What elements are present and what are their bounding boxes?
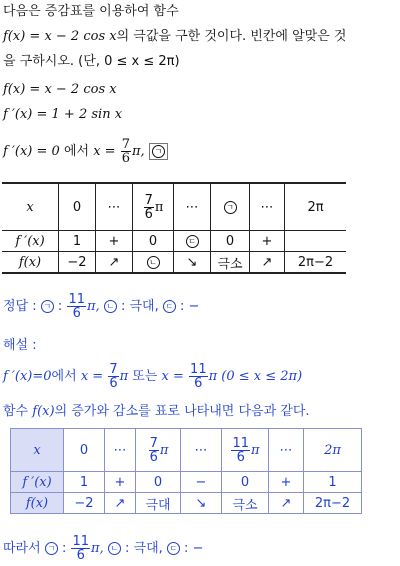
fraction: $\frac{7}{6}$ (149, 435, 158, 465)
explanation-label: 해설 : (3, 338, 37, 353)
blank-b-marker: ㄴ (104, 300, 117, 313)
problem-line-2: f(x) = x − 2 cos x의 극값을 구한 것이다. 빈칸에 알맞은 것 (3, 29, 347, 44)
problem-line-3: 을 구하시오. (단, 0 ≤ x ≤ 2π) (3, 54, 180, 69)
fraction: $\frac{7}{6}$ (121, 137, 130, 166)
explanation-table (10, 428, 362, 514)
blank-a-marker: ㄱ (152, 145, 165, 158)
fraction: $\frac{7}{6}$ (109, 362, 118, 391)
function-expression: f(x) = x − 2 cos x (3, 29, 117, 44)
blank-c-marker: ㄷ (167, 542, 180, 555)
blank-box (149, 143, 168, 160)
fraction: $\frac{11}{6}$ (232, 435, 249, 465)
blank-a-marker: ㄱ (224, 201, 237, 214)
fraction: $\frac{11}{6}$ (72, 534, 90, 563)
blank-c-marker: ㄷ (163, 300, 176, 313)
explanation-line-2: 함수 f(x)의 증가와 감소를 표로 나타내면 다음과 같다. (3, 404, 310, 419)
problem-table (2, 182, 346, 274)
fraction: $\frac{7}{6}$ (144, 192, 153, 222)
answer-line: 정답 : ㄱ : $\frac{11}{6}$ π, ㄴ : 극대, ㄷ : − (3, 292, 200, 321)
explanation-line-1: f ′(x)=0에서 x = $\frac{7}{6}$ π 또는 x = $\frac{11}{6}$ π (0 ≤ x ≤ 2π) (3, 362, 303, 391)
problem-line-1: 다음은 증감표를 이용하여 함수 (3, 4, 179, 19)
table-row: f ′(x) 1 + 0 ㄷ 0 + (2, 231, 346, 252)
blank-b-marker: ㄴ (108, 542, 121, 555)
fraction: $\frac{11}{6}$ (190, 362, 207, 391)
blank-a-marker: ㄱ (41, 300, 54, 313)
equation-fprime: f ′(x) = 1 + 2 sin x (3, 107, 123, 122)
blank-b-marker: ㄴ (147, 256, 160, 269)
blank-a-marker: ㄱ (45, 542, 58, 555)
blank-c-marker: ㄷ (186, 235, 199, 248)
table-row: f ′(x) 1 + 0 − 0 + 1 (11, 472, 362, 493)
table-row: f(x) −2 ↗ ㄴ ↘ 극소 ↗ 2π−2 (2, 252, 346, 274)
table-row: x 0 ⋯ $\frac{7}{6}$ π ⋯ ㄱ ⋯ 2π (2, 183, 346, 231)
fraction: $\frac{11}{6}$ (68, 292, 85, 321)
equation-f: f(x) = x − 2 cos x (3, 82, 117, 97)
equation-critical-point: f ′(x) = 0 에서 x = $\frac{7}{6}$ π, ㄱ (3, 137, 168, 167)
table-row: x 0 ⋯ $\frac{7}{6}$ π ⋯ $\frac{11}{6}$ π ⋯ 2π (11, 429, 362, 472)
table-row: f(x) −2 ↗ 극대 ↘ 극소 ↗ 2π−2 (11, 493, 362, 514)
conclusion-line: 따라서 ㄱ : $\frac{11}{6}$ π, ㄴ : 극대, ㄷ : − (3, 534, 204, 563)
